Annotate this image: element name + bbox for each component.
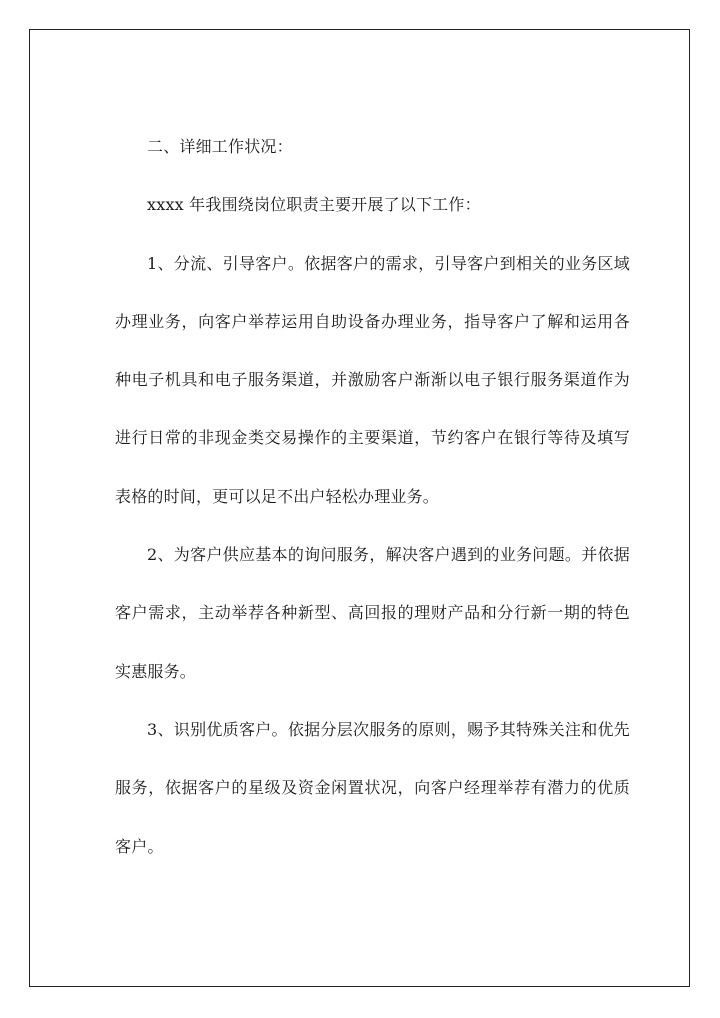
document-body (115, 118, 630, 876)
section-heading: 二、详细工作状况： (147, 137, 293, 156)
paragraph-item-1: 1、分流、引导客户。依据客户的需求，引导客户到相关的业务区域办理业务，向客户举荐运用自助设备办理业务，指导客户了解和运用各种电子机具和电子服务渠道，并激励客户渐渐以电子银行服务渠道作为进行日常的非现金类交易操作的主要渠道，节约客户在银行等待及填写表格的时间，更可以足不出户轻松办理业务。 (115, 253, 630, 506)
paragraph-item-2: 2、为客户供应基本的询问服务，解决客户遇到的业务问题。并依据客户需求，主动举荐各种新型、高回报的理财产品和分行新一期的特色实惠服务。 (115, 545, 630, 681)
paragraph-item-3: 3、识别优质客户。依据分层次服务的原则，赐予其特殊关注和优先服务，依据客户的星级及资金闲置状况，向客户经理举荐有潜力的优质客户。 (115, 719, 630, 856)
intro-paragraph: xxxx 年我围绕岗位职责主要开展了以下工作： (147, 195, 481, 215)
